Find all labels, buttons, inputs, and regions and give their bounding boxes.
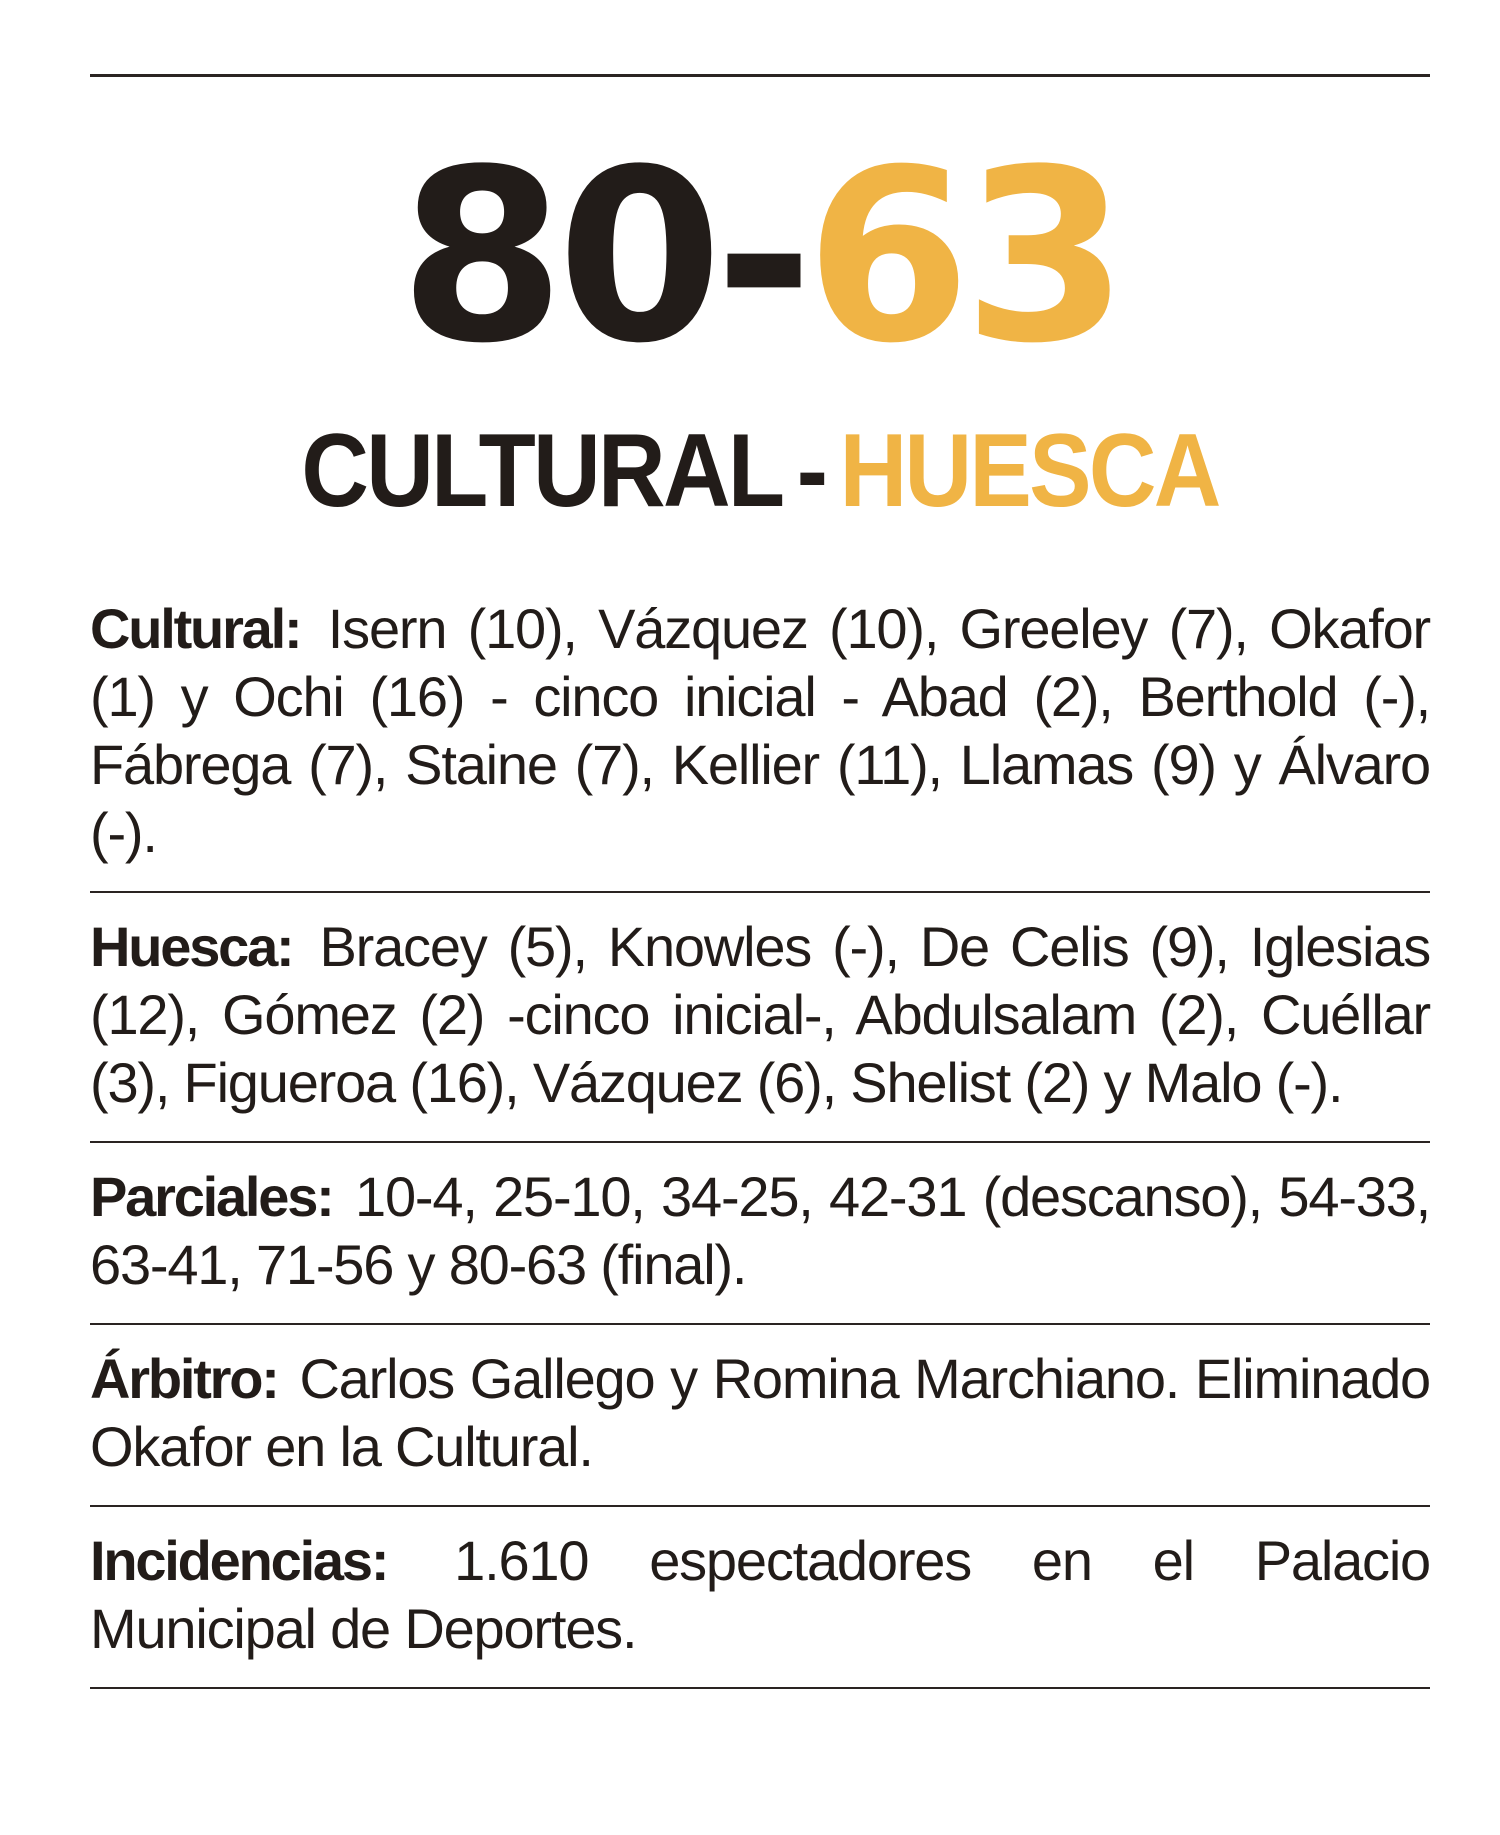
home-team-name: CULTURAL (301, 413, 783, 529)
section-text: 10-4, 25-10, 34-25, 42-31 (descanso), 54-33, 63-41, 71-56 y 80-63 (final). (90, 1165, 1431, 1296)
section-huesca-lineup (90, 893, 1430, 1141)
home-score: 80 (399, 119, 715, 396)
match-summary (90, 74, 1430, 1689)
away-score: 63 (805, 119, 1121, 396)
section-text: Carlos Gallego y Romina Marchiano. Eliminado Okafor en la Cultural. (90, 1347, 1430, 1478)
section-text: Bracey (5), Knowles (-), De Celis (9), Iglesias (12), Gómez (2) -cinco inicial-, Abdulsalam (2), Cuéllar (3), Figueroa (16), Vázquez (6), Shelist (2) y Malo (-). (90, 915, 1430, 1114)
section-label: Incidencias: (90, 1529, 388, 1592)
final-score (90, 119, 1430, 396)
top-rule (90, 74, 1430, 77)
section-referee (90, 1325, 1430, 1505)
section-label: Cultural: (90, 597, 301, 660)
section-label: Parciales: (90, 1165, 333, 1228)
section-text: Isern (10), Vázquez (10), Greeley (7), Okafor (1) y Ochi (16) - cinco inicial - Abad (2), Berthold (-), Fábrega (7), Staine (7), Kellier (11), Llamas (9) y Álvaro (-). (90, 597, 1430, 864)
team-separator: - (796, 413, 826, 529)
section-text: 1.610 espectadores en el Palacio Municipal de Deportes. (90, 1529, 1431, 1660)
section-cultural-lineup (90, 595, 1430, 891)
section-label: Árbitro: (90, 1347, 278, 1410)
section-incidents (90, 1507, 1430, 1687)
team-names (157, 413, 1363, 529)
bottom-rule (90, 1687, 1430, 1689)
section-label: Huesca: (90, 915, 293, 978)
away-team-name: HUESCA (839, 413, 1219, 529)
section-partials (90, 1143, 1430, 1323)
score-separator: - (714, 119, 806, 396)
